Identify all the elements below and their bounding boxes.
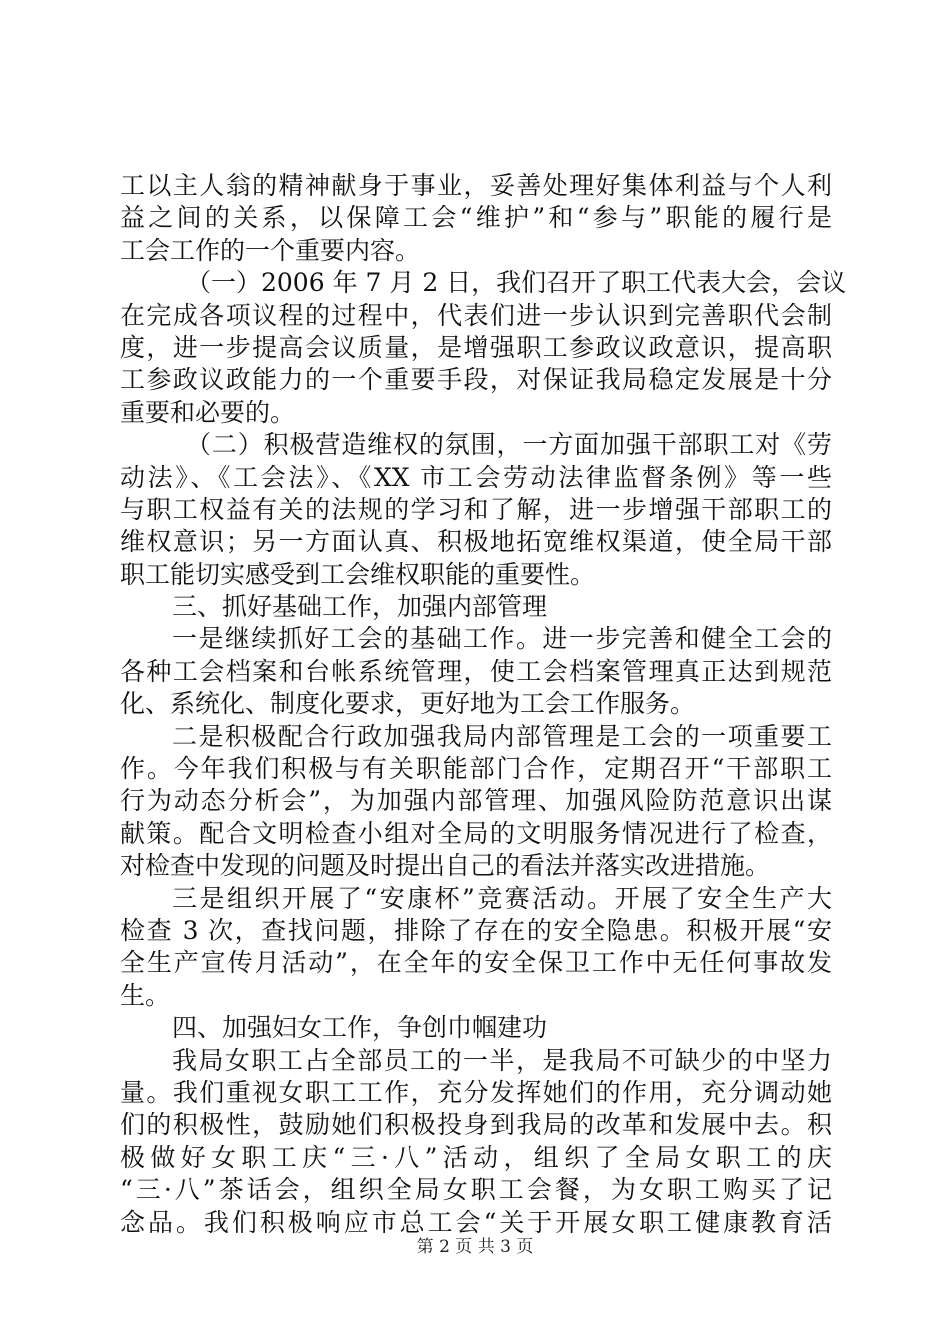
text-line: 行为动态分析会”，为加强内部管理、加强风险防范意识出谋 [120,786,832,816]
paragraph-first-line: 二是积极配合行政加强我局内部管理是工会的一项重要工 [172,721,832,751]
text-line: 工参政议政能力的一个重要手段，对保证我局稳定发展是十分 [120,365,832,395]
paragraph-first-line: （一）2006 年 7 月 2 日，我们召开了职工代表大会，会议 [186,268,847,298]
text-line: 全生产宣传月活动”，在全年的安全保卫工作中无任何事故发 [120,948,832,978]
text-line: 检查 3 次，查找问题，排除了存在的安全隐患。积极开展“安 [120,915,832,945]
paragraph-first-line: 一是继续抓好工会的基础工作。进一步完善和健全工会的 [172,624,832,654]
text-line: 化、系统化、制度化要求，更好地为工会工作服务。 [120,689,696,719]
text-line: 对检查中发现的问题及时提出自己的看法并落实改进措施。 [120,851,771,881]
text-line: 们的积极性，鼓励她们积极投身到我局的改革和发展中去。积 [120,1110,832,1140]
section-heading: 四、加强妇女工作，争创巾帼建功 [172,1013,548,1043]
text-line: 工会工作的一个重要内容。 [120,235,421,265]
text-line: 献策。配合文明检查小组对全局的文明服务情况进行了检查， [120,818,832,848]
paragraph-first-line: 三是组织开展了“安康杯”竞赛活动。开展了安全生产大 [172,883,832,913]
text-line: 量。我们重视女职工工作，充分发挥她们的作用，充分调动她 [120,1077,832,1107]
text-line: 作。今年我们积极与有关职能部门合作，定期召开“干部职工 [120,754,832,784]
page-number-footer: 第 2 页 共 3 页 [416,1237,534,1257]
document-body [120,170,847,1239]
text-line: 度，进一步提高会议质量，是增强职工参政议政意识，提高职 [120,332,832,362]
text-line: 重要和必要的。 [120,397,296,427]
text-line: 工以主人翁的精神献身于事业，妥善处理好集体利益与个人利 [120,171,832,200]
paragraph-first-line: 我局女职工占全部员工的一半，是我局不可缺少的中坚力 [172,1045,832,1075]
paragraph-first-line: （二）积极营造维权的氛围，一方面加强干部职工对《劳 [186,430,832,460]
text-line: 益之间的关系，以保障工会“维护”和“参与”职能的履行是 [120,203,832,233]
text-line: 职工能切实感受到工会维权职能的重要性。 [120,559,596,589]
text-line: 极做好女职工庆“三·八”活动，组织了全局女职工的庆 [120,1142,832,1172]
text-line: 维权意识；另一方面认真、积极地拓宽维权渠道，使全局干部 [120,527,832,557]
text-line: 念品。我们积极响应市总工会“关于开展女职工健康教育活 [120,1207,832,1237]
text-line: 各种工会档案和台帐系统管理，使工会档案管理真正达到规范 [120,656,832,686]
text-line: “三·八”茶话会，组织全局女职工会餐，为女职工购买了记 [120,1175,832,1205]
text-line: 动法》、《工会法》、《XX 市工会劳动法律监督条例》等一些 [120,462,832,492]
text-line: 在完成各项议程的过程中，代表们进一步认识到完善职代会制 [120,300,832,330]
text-line: 与职工权益有关的法规的学习和了解，进一步增强干部职工的 [120,494,832,524]
text-line: 生。 [120,980,171,1010]
section-heading: 三、抓好基础工作，加强内部管理 [172,592,548,622]
